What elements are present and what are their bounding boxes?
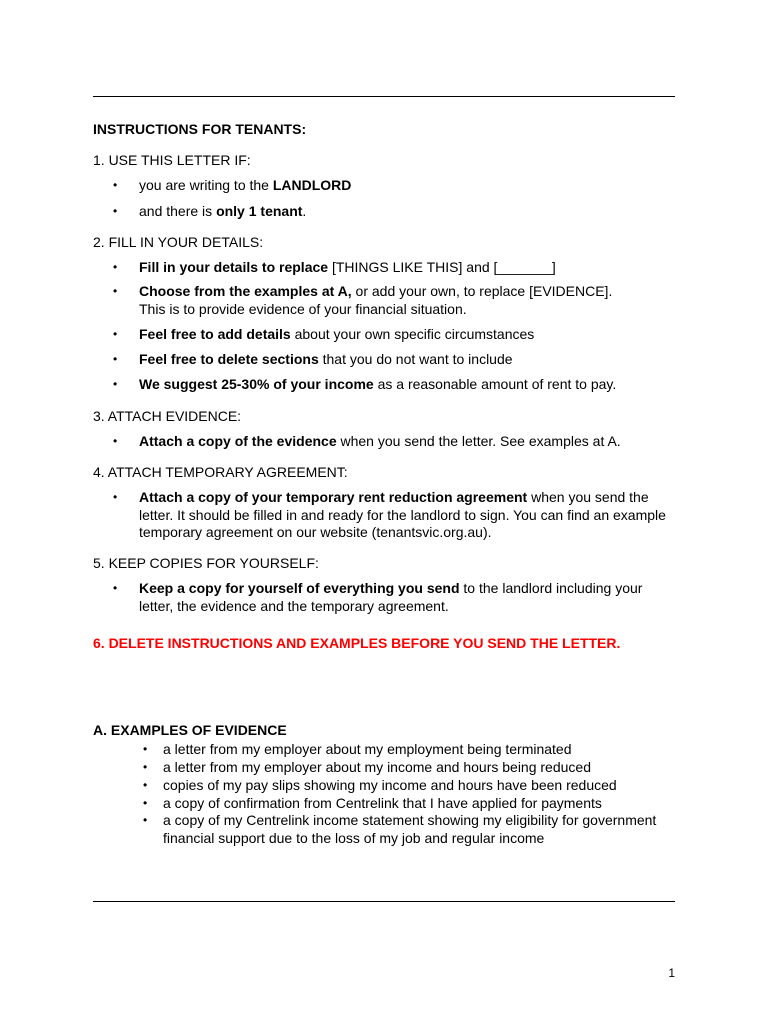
- bottom-rule: [93, 901, 675, 902]
- example-item: • a letter from my employer about my income and hours being reduced: [143, 759, 591, 775]
- section-2-title: 2. FILL IN YOUR DETAILS:: [93, 234, 264, 250]
- section-5-bullet-1: • Keep a copy for yourself of everything you send to the landlord including your letter, the evidence and the temporary agreement.: [113, 580, 643, 614]
- bullet-icon: •: [113, 204, 118, 218]
- example-item: • a letter from my employer about my employment being terminated: [143, 741, 572, 757]
- example-item: • copies of my pay slips showing my income and hours have been reduced: [143, 777, 617, 793]
- example-item: • a copy of my Centrelink income statement showing my eligibility for government financial support due to the loss of my job and regular income: [143, 812, 657, 846]
- example-item: • a copy of confirmation from Centrelink that I have applied for payments: [143, 795, 602, 811]
- section-1-title: 1. USE THIS LETTER IF:: [93, 152, 251, 168]
- page-title: INSTRUCTIONS FOR TENANTS:: [93, 121, 307, 137]
- delete-instructions-warning: 6. DELETE INSTRUCTIONS AND EXAMPLES BEFORE YOU SEND THE LETTER.: [93, 635, 621, 651]
- section-1-bullet-1: • you are writing to the LANDLORD: [113, 177, 352, 193]
- bullet-icon: •: [113, 490, 118, 504]
- top-rule: [93, 96, 675, 97]
- bullet-icon: •: [143, 760, 148, 774]
- bullet-icon: •: [113, 178, 118, 192]
- bullet-icon: •: [143, 813, 148, 827]
- section-3-bullet-1: • Attach a copy of the evidence when you send the letter. See examples at A.: [113, 433, 621, 449]
- section-2-bullet-5: • We suggest 25-30% of your income as a reasonable amount of rent to pay.: [113, 376, 617, 392]
- section-3-title: 3. ATTACH EVIDENCE:: [93, 408, 242, 424]
- bullet-icon: •: [143, 796, 148, 810]
- bullet-icon: •: [113, 284, 118, 298]
- bullet-icon: •: [113, 434, 118, 448]
- bullet-icon: •: [113, 377, 118, 391]
- section-5-title: 5. KEEP COPIES FOR YOURSELF:: [93, 555, 319, 571]
- bullet-icon: •: [143, 742, 148, 756]
- examples-title: A. EXAMPLES OF EVIDENCE: [93, 722, 287, 738]
- bullet-icon: •: [113, 352, 118, 366]
- section-4-title: 4. ATTACH TEMPORARY AGREEMENT:: [93, 464, 348, 480]
- bullet-icon: •: [113, 327, 118, 341]
- section-2-bullet-2: • Choose from the examples at A, or add your own, to replace [EVIDENCE]. This is to provide evidence of your financial situation.: [113, 283, 613, 317]
- section-2-bullet-3: • Feel free to add details about your own specific circumstances: [113, 326, 535, 342]
- bullet-icon: •: [113, 581, 118, 595]
- section-2-bullet-4: • Feel free to delete sections that you do not want to include: [113, 351, 513, 367]
- section-4-bullet-1: • Attach a copy of your temporary rent reduction agreement when you send the letter. It should be filled in and ready for the landlord to sign. You can find an example temporary agreement on our website (tenantsvic.org.au).: [113, 489, 666, 540]
- bullet-icon: •: [113, 260, 118, 274]
- page-number: 1: [668, 966, 675, 980]
- bullet-icon: •: [143, 778, 148, 792]
- section-2-bullet-1: • Fill in your details to replace [THINGS LIKE THIS] and [_______]: [113, 259, 556, 275]
- section-1-bullet-2: • and there is only 1 tenant.: [113, 203, 307, 219]
